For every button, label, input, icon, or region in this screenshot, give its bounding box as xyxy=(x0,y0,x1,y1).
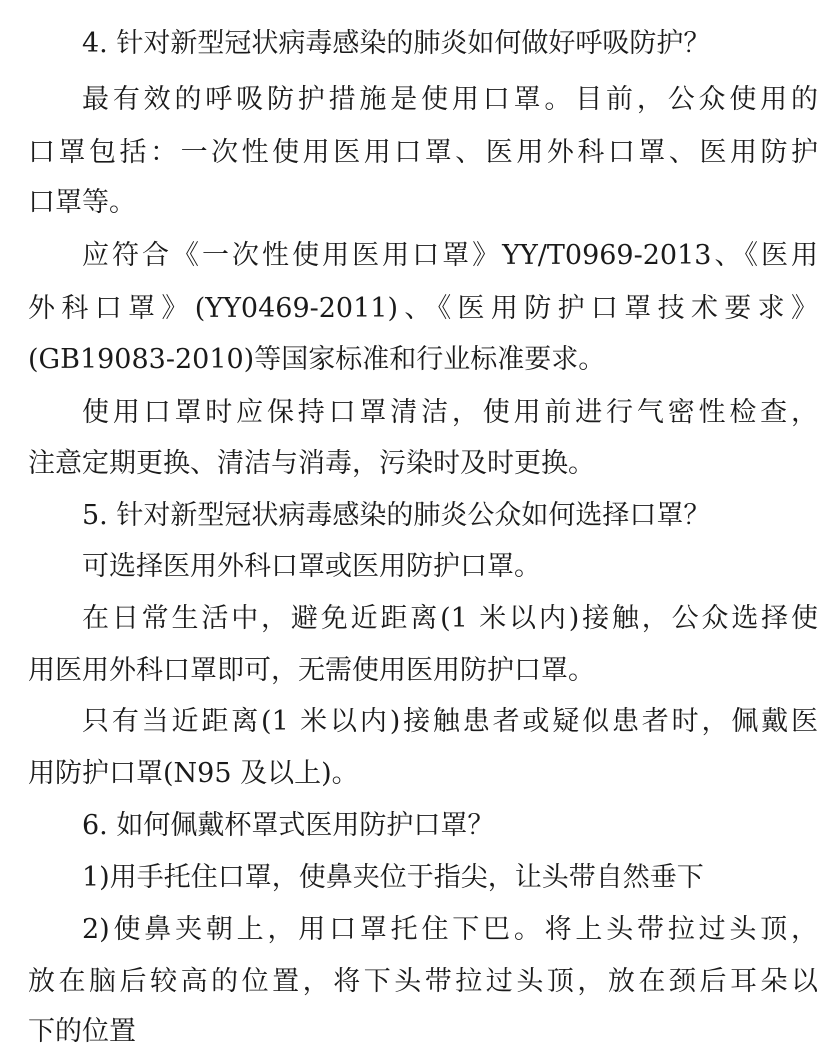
paragraph-line: 口罩包括：一次性使用医用口罩、医用外科口罩、医用防护 xyxy=(28,137,818,168)
step-2: 2)使鼻夹朝上，用口罩托住下巴。将上头带拉过头顶， xyxy=(82,914,818,945)
paragraph-line: 只有当近距离(1 米以内)接触患者或疑似患者时，佩戴医 xyxy=(82,706,818,737)
paragraph-line: 可选择医用外科口罩或医用防护口罩。 xyxy=(82,551,541,582)
paragraph-line: 口罩等。 xyxy=(28,187,136,218)
paragraph-line: 使用口罩时应保持口罩清洁，使用前进行气密性检查， xyxy=(82,397,818,428)
paragraph-line: 放在脑后较高的位置，将下头带拉过头顶，放在颈后耳朵以 xyxy=(28,966,818,997)
paragraph-line: 应符合《一次性使用医用口罩》YY/T0969-2013、《医用 xyxy=(82,240,818,271)
paragraph-line: 用医用外科口罩即可，无需使用医用防护口罩。 xyxy=(28,655,595,686)
heading-question-4: 4. 针对新型冠状病毒感染的肺炎如何做好呼吸防护？ xyxy=(82,28,711,59)
heading-question-6: 6. 如何佩戴杯罩式医用防护口罩？ xyxy=(82,810,495,841)
paragraph-line: 最有效的呼吸防护措施是使用口罩。目前，公众使用的 xyxy=(82,84,818,115)
paragraph-line: (GB19083-2010)等国家标准和行业标准要求。 xyxy=(28,344,606,375)
paragraph-line: 下的位置 xyxy=(28,1016,136,1047)
heading-question-5: 5. 针对新型冠状病毒感染的肺炎公众如何选择口罩？ xyxy=(82,500,711,531)
paragraph-line: 用防护口罩(N95 及以上)。 xyxy=(28,758,359,789)
paragraph-line: 外科口罩》(YY0469-2011)、《医用防护口罩技术要求》 xyxy=(28,293,818,324)
paragraph-line: 在日常生活中，避免近距离(1 米以内)接触，公众选择使 xyxy=(82,603,818,634)
paragraph-line: 注意定期更换、清洁与消毒，污染时及时更换。 xyxy=(28,448,595,479)
step-1: 1)用手托住口罩，使鼻夹位于指尖，让头带自然垂下 xyxy=(82,862,704,893)
